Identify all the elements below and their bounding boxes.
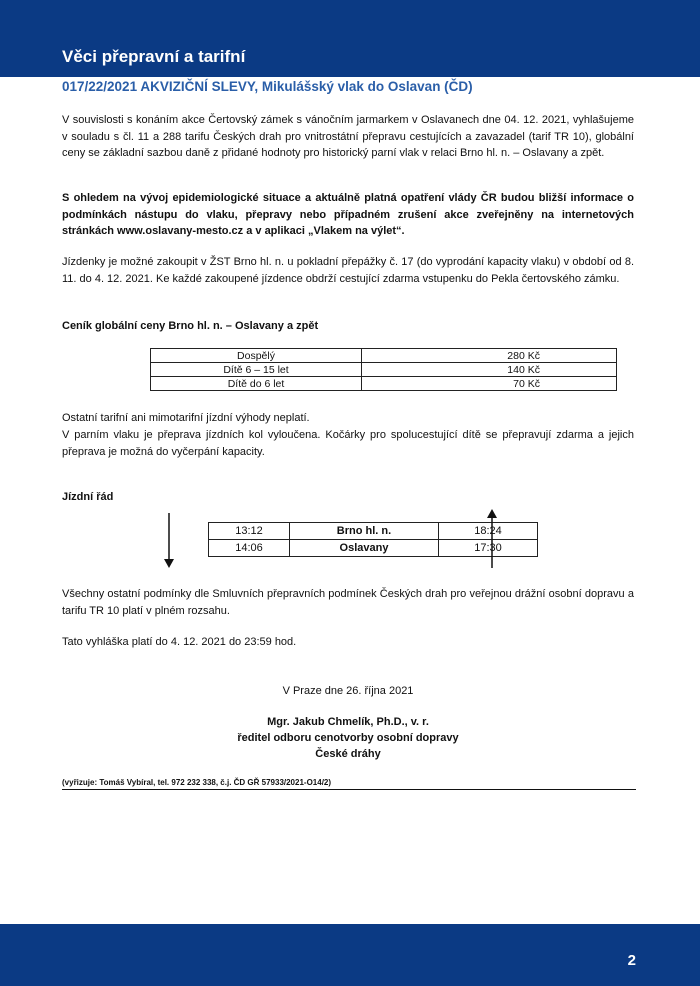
signatory-org: České dráhy: [315, 748, 381, 760]
paragraph-validity: Tato vyhláška platí do 4. 12. 2021 do 23:59 hod.: [62, 636, 297, 648]
station-name: Brno hl. n.: [290, 523, 439, 540]
footer-bar: [0, 924, 700, 986]
return-time: 18:24: [439, 523, 538, 540]
signatory-role: ředitel odboru cenotvorby osobní dopravy: [237, 732, 459, 744]
price-table: [150, 348, 617, 391]
departure-time: 13:12: [209, 523, 290, 540]
paragraph-intro: V souvislosti s konáním akce Čertovský zámek s vánočním jarmarkem v Oslavanech dne 04. 12. 2021, vyhlašujeme v souladu s čl. 11 a 288 tarifu Českých drah pro vnitrostátní přepravu cestujících a zavazadel (tarif TR 10), globální ceny se základní sazbou daně z přidané hodnoty pro historický parní vlak v relaci Brno hl. n. – Oslavany a zpět.: [62, 114, 634, 159]
notice-title: 017/22/2021 AKVIZIČNÍ SLEVY, Mikulášský vlak do Oslavan (ČD): [62, 79, 473, 94]
paragraph-no-discounts: Ostatní tarifní ani mimotarifní jízdní výhody neplatí.: [62, 412, 310, 424]
return-time: 17:30: [439, 540, 538, 557]
schedule-label: Jízdní řád: [62, 491, 114, 503]
page-number: 2: [627, 952, 636, 969]
price-value: 280 Kč: [362, 349, 617, 363]
table-row: [151, 363, 617, 377]
paragraph-tickets: Jízdenky je možné zakoupit v ŽST Brno hl. n. u pokladní přepážky č. 17 (do vyprodání kapacity vlaku) v období od 8. 11. do 4. 12. 2021. Ke každé zakoupené jízdence obdrží cestující zdarma vstupenku do Pekla čertovského zámku.: [62, 256, 634, 285]
station-name: Oslavany: [290, 540, 439, 557]
paragraph-covid: S ohledem na vývoj epidemiologické situace a aktuálně platná opatření vlády ČR budou bližší informace o podmínkách nástupu do vlaku, přepravy nebo případném zrušení akce zveřejněny na internetových stránkách www.oslavany-mesto.cz a v aplikaci „Vlakem na výlet“.: [62, 192, 634, 237]
price-value: 140 Kč: [362, 363, 617, 377]
price-category: Dítě do 6 let: [151, 377, 362, 391]
arrow-up-icon: [485, 508, 499, 568]
price-heading: Ceník globální ceny Brno hl. n. – Oslavany a zpět: [62, 320, 319, 332]
footnote: (vyřizuje: Tomáš Vybíral, tel. 972 232 338, č.j. ČD GŘ 57933/2021-O14/2): [62, 778, 332, 787]
departure-time: 14:06: [209, 540, 290, 557]
price-category: Dospělý: [151, 349, 362, 363]
signatory-name: Mgr. Jakub Chmelík, Ph.D., v. r.: [267, 716, 429, 728]
paragraph-bikes: V parním vlaku je přeprava jízdních kol vyloučena. Kočárky pro spolucestující dítě se přepravují zdarma a jejich přeprava je možná do vyčerpání kapacity.: [62, 429, 634, 458]
price-category: Dítě 6 – 15 let: [151, 363, 362, 377]
header-bar: [0, 0, 700, 77]
table-row: [151, 349, 617, 363]
arrow-down-icon: [162, 513, 176, 569]
divider: [62, 789, 636, 790]
section-title: Věci přepravní a tarifní: [62, 47, 246, 66]
paragraph-conditions: Všechny ostatní podmínky dle Smluvních přepravních podmínek Českých drah pro veřejnou drážní osobní dopravu a tarifu TR 10 platí v plném rozsahu.: [62, 588, 634, 617]
place-date: V Praze dne 26. října 2021: [282, 685, 414, 697]
price-value: 70 Kč: [362, 377, 617, 391]
table-row: [151, 377, 617, 391]
